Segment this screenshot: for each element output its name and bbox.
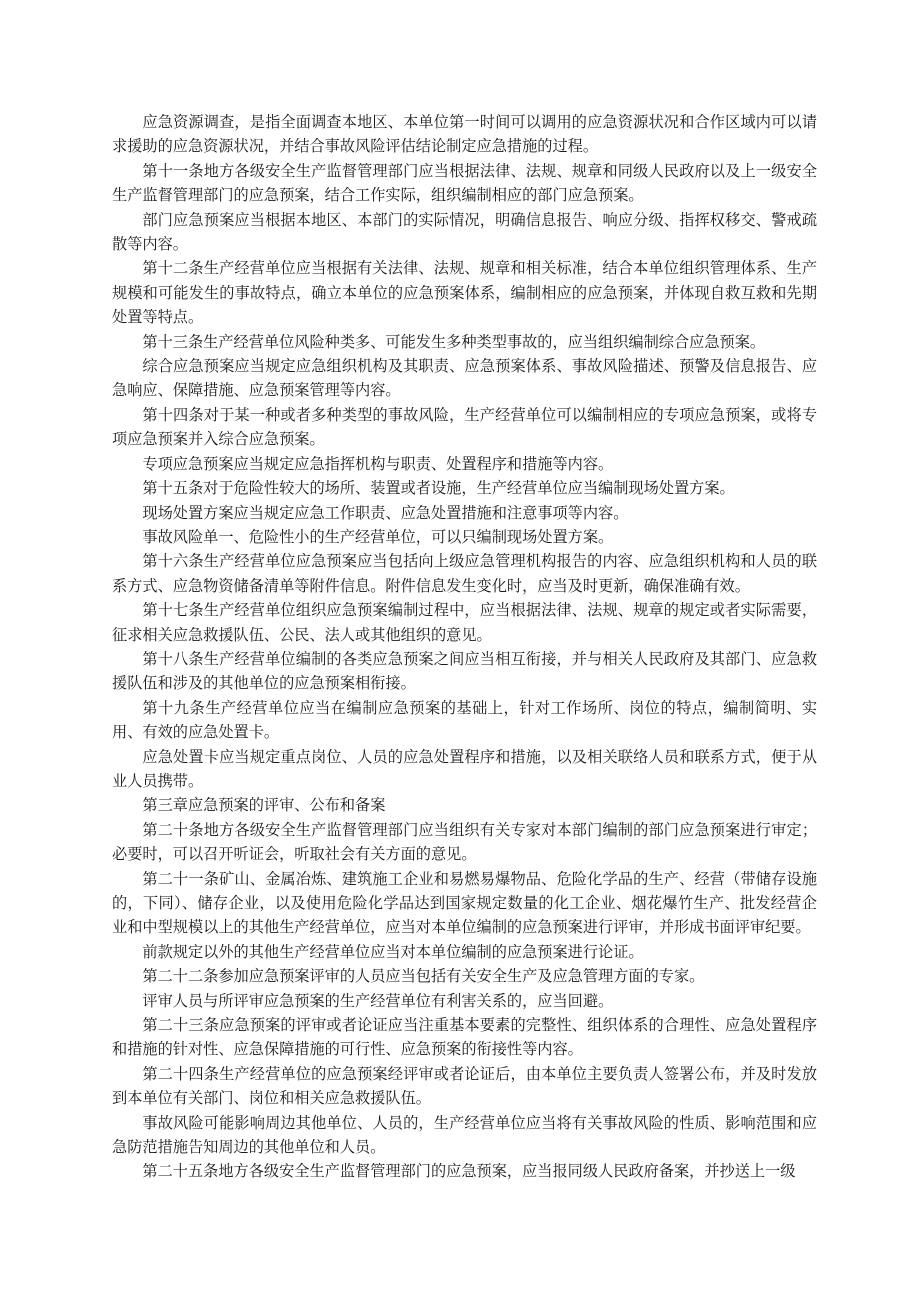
paragraph-article-25: 第二十五条地方各级安全生产监督管理部门的应急预案，应当报同级人民政府备案，并抄送上一级 xyxy=(142,1162,796,1181)
paragraph-department-plan: 部门应急预案应当根据本地区、本部门的实际情况，明确信息报告、响应分级、指挥权移交、警戒疏散等内容。 xyxy=(112,210,817,254)
paragraph-article-11: 第十一条地方各级安全生产监督管理部门应当根据法律、法规、规章和同级人民政府以及上一级安全生产监督管理部门的应急预案，结合工作实际，组织编制相应的部门应急预案。 xyxy=(112,161,817,205)
paragraph-disposal-card: 应急处置卡应当规定重点岗位、人员的应急处置程序和措施，以及相关联络人员和联系方式，便于从业人员携带。 xyxy=(112,747,817,790)
paragraph-article-23: 第二十三条应急预案的评审或者论证应当注重基本要素的完整性、组织体系的合理性、应急处置程序和措施的针对性、应急保障措施的可行性、应急预案的衔接性等内容。 xyxy=(112,1016,817,1059)
paragraph-article-13: 第十三条生产经营单位风险种类多、可能发生多种类型事故的，应当组织编制综合应急预案。 xyxy=(142,332,766,351)
paragraph-article-12: 第十二条生产经营单位应当根据有关法律、法规、规章和相关标准，结合本单位组织管理体系、生产规模和可能发生的事故特点，确立本单位的应急预案体系，编制相应的应急预案，并体现自救互救和先期处置等特点。 xyxy=(112,259,817,327)
paragraph-recusal: 评审人员与所评审应急预案的生产经营单位有利害关系的，应当回避。 xyxy=(142,991,614,1010)
paragraph-article-14: 第十四条对于某一种或者多种类型的事故风险，生产经营单位可以编制相应的专项应急预案，或将专项应急预案并入综合应急预案。 xyxy=(112,405,817,449)
paragraph-article-15: 第十五条对于危险性较大的场所、装置或者设施，生产经营单位应当编制现场处置方案。 xyxy=(142,479,735,498)
paragraph-resource-survey: 应急资源调查，是指全面调查本地区、本单位第一时间可以调用的应急资源状况和合作区域内可以请求援助的应急资源状况，并结合事故风险评估结论制定应急措施的过程。 xyxy=(112,113,817,156)
paragraph-demonstration: 前款规定以外的其他生产经营单位应当对本单位编制的应急预案进行论证。 xyxy=(142,942,644,961)
document-body xyxy=(112,110,817,1184)
paragraph-article-16: 第十六条生产经营单位应急预案应当包括向上级应急管理机构报告的内容、应急组织机构和人员的联系方式、应急物资储备清单等附件信息。附件信息发生变化时，应当及时更新，确保准确有效。 xyxy=(112,552,817,595)
paragraph-notify-neighbors: 事故风险可能影响周边其他单位、人员的，生产经营单位应当将有关事故风险的性质、影响范围和应急防范措施告知周边的其他单位和人员。 xyxy=(112,1113,817,1157)
paragraph-article-19: 第十九条生产经营单位应当在编制应急预案的基础上，针对工作场所、岗位的特点，编制简明、实用、有效的应急处置卡。 xyxy=(112,698,817,742)
paragraph-special-plan: 专项应急预案应当规定应急指挥机构与职责、处置程序和措施等内容。 xyxy=(142,454,614,473)
paragraph-article-18: 第十八条生产经营单位编制的各类应急预案之间应当相互衔接，并与相关人民政府及其部门、应急救援队伍和涉及的其他单位的应急预案相衔接。 xyxy=(112,649,817,693)
paragraph-single-risk: 事故风险单一、危险性小的生产经营单位，可以只编制现场处置方案。 xyxy=(142,527,614,546)
chapter-3-heading: 第三章应急预案的评审、公布和备案 xyxy=(142,796,386,815)
paragraph-onsite-plan: 现场处置方案应当规定应急工作职责、应急处置措施和注意事项等内容。 xyxy=(142,503,629,522)
paragraph-article-20: 第二十条地方各级安全生产监督管理部门应当组织有关专家对本部门编制的部门应急预案进行审定；必要时，可以召开听证会，听取社会有关方面的意见。 xyxy=(112,820,817,864)
paragraph-article-21: 第二十一条矿山、金属冶炼、建筑施工企业和易燃易爆物品、危险化学品的生产、经营（带储存设施的，下同）、储存企业，以及使用危险化学品达到国家规定数量的化工企业、烟花爆竹生产、批发经营企业和中型规模以上的其他生产经营单位，应当对本单位编制的应急预案进行评审，并形成书面评审纪要。 xyxy=(112,869,817,937)
paragraph-comprehensive-plan: 综合应急预案应当规定应急组织机构及其职责、应急预案体系、事故风险描述、预警及信息报告、应急响应、保障措施、应急预案管理等内容。 xyxy=(112,357,817,400)
paragraph-article-22: 第二十二条参加应急预案评审的人员应当包括有关安全生产及应急管理方面的专家。 xyxy=(142,967,705,986)
paragraph-article-24: 第二十四条生产经营单位的应急预案经评审或者论证后，由本单位主要负责人签署公布，并及时发放到本单位有关部门、岗位和相关应急救援队伍。 xyxy=(112,1064,817,1108)
paragraph-article-17: 第十七条生产经营单位组织应急预案编制过程中，应当根据法律、法规、规章的规定或者实际需要，征求相关应急救援队伍、公民、法人或其他组织的意见。 xyxy=(112,601,817,644)
